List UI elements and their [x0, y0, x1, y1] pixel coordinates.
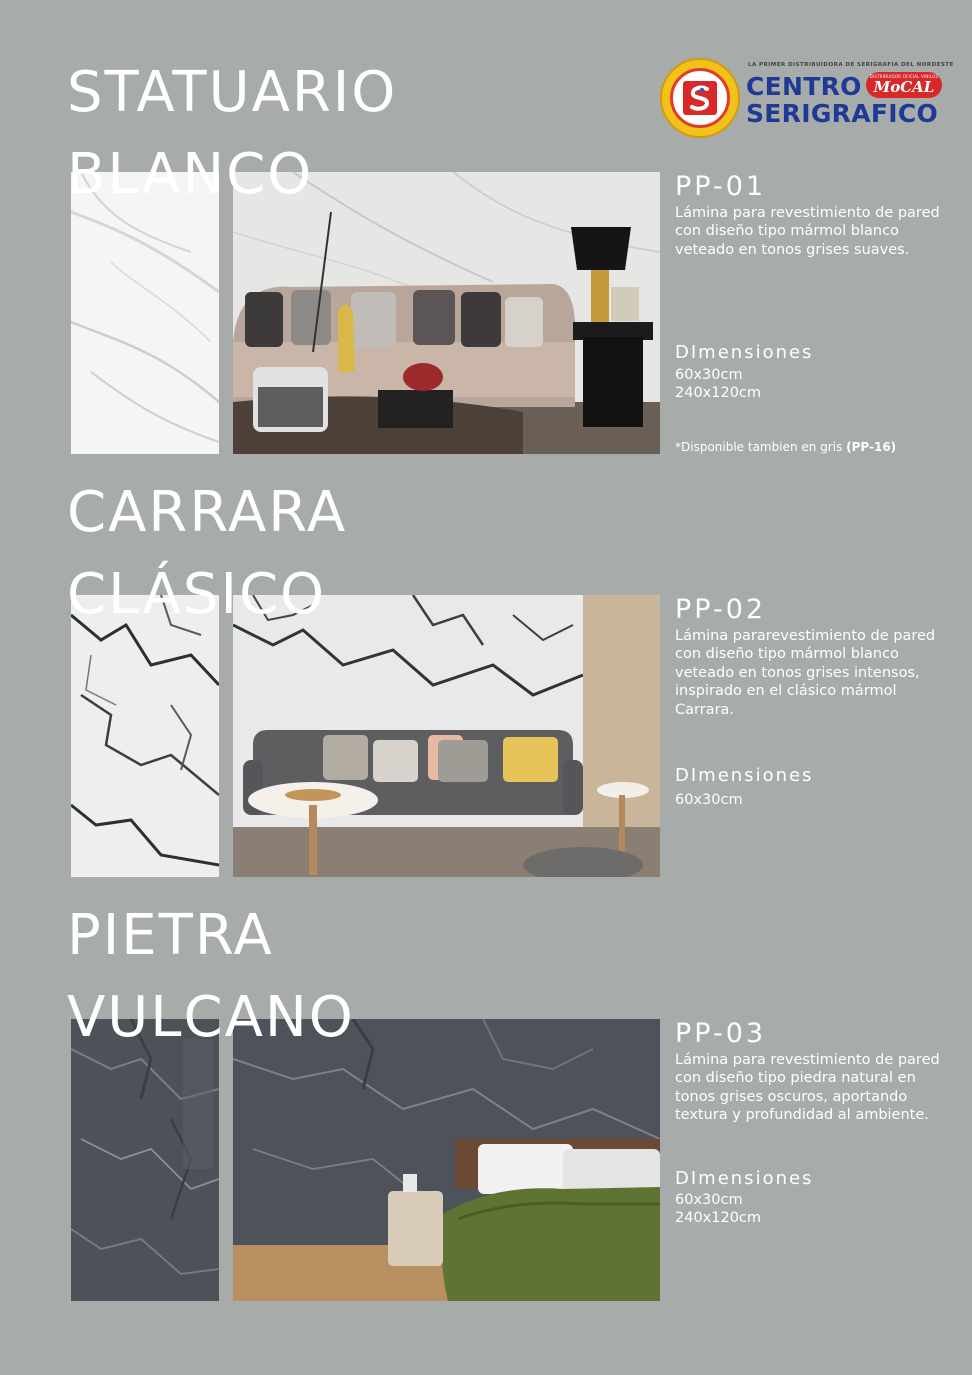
title-line-1: CARRARA — [67, 480, 348, 545]
dimension-value: 240x120cm — [675, 1210, 762, 1227]
mocal-badge — [866, 72, 942, 98]
product-info-pp02 — [675, 595, 945, 719]
title-line-2: BLANCO — [67, 142, 314, 207]
title-line-1: PIETRA — [67, 903, 274, 968]
dimension-value: 60x30cm — [675, 1192, 743, 1208]
pietra-swatch — [71, 1019, 219, 1301]
dimension-value: 240x120cm — [675, 385, 762, 402]
title-line-2: VULCANO — [67, 985, 355, 1050]
product-info-pp01 — [675, 172, 945, 259]
carrara-room-photo — [233, 595, 660, 877]
title-line-2: CLÁSICO — [67, 562, 327, 627]
note-code: (PP-16) — [846, 440, 897, 454]
mocal-badge-text: MoCAL — [873, 78, 935, 96]
logo-tagline: LA PRIMER DISTRIBUIDORA DE SERIGRAFIA DEL NORDESTE — [748, 62, 954, 68]
product-code: PP-01 — [675, 171, 767, 202]
product-description: Lámina pararevestimiento de pared con diseño tipo mármol blanco veteado en tonos grises intensos, inspirado en el clásico mármol Carrara. — [675, 628, 936, 718]
title-line-1: STATUARIO — [67, 60, 398, 125]
product-description: Lámina para revestimiento de pared con diseño tipo mármol blanco veteado en tonos grises suaves. — [675, 205, 940, 258]
dimensions-label: DImensiones — [675, 342, 814, 363]
dimension-value: 60x30cm — [675, 792, 743, 808]
product-description: Lámina para revestimiento de pared con diseño tipo piedra natural en tonos grises oscuros, aportando textura y profundidad al ambiente. — [675, 1052, 940, 1124]
product-title-pietra — [67, 895, 667, 1059]
dimensions-list — [675, 366, 761, 403]
availability-note — [675, 440, 896, 454]
product-title-carrara — [67, 472, 667, 636]
product-title-statuario — [67, 52, 667, 216]
logo-seal-icon — [660, 58, 740, 138]
mocal-badge-caption: DISTRIBUIDOR OFICIAL VINILOS — [869, 74, 939, 79]
product-code: PP-02 — [675, 594, 767, 625]
note-text: *Disponible tambien en gris — [675, 440, 847, 454]
product-info-pp03 — [675, 1019, 945, 1125]
dimensions-list — [675, 791, 743, 809]
dimension-value: 60x30cm — [675, 367, 743, 383]
company-logo — [658, 56, 954, 140]
dimensions-label: DImensiones — [675, 1168, 814, 1189]
logo-word-centro: CENTRO — [746, 72, 862, 101]
carrara-swatch — [71, 595, 219, 877]
product-code: PP-03 — [675, 1018, 767, 1049]
dimensions-list — [675, 1191, 761, 1228]
logo-word-serigrafico: SERIGRAFICO — [746, 99, 939, 128]
dimensions-label: DImensiones — [675, 765, 814, 786]
pietra-room-photo — [233, 1019, 660, 1301]
